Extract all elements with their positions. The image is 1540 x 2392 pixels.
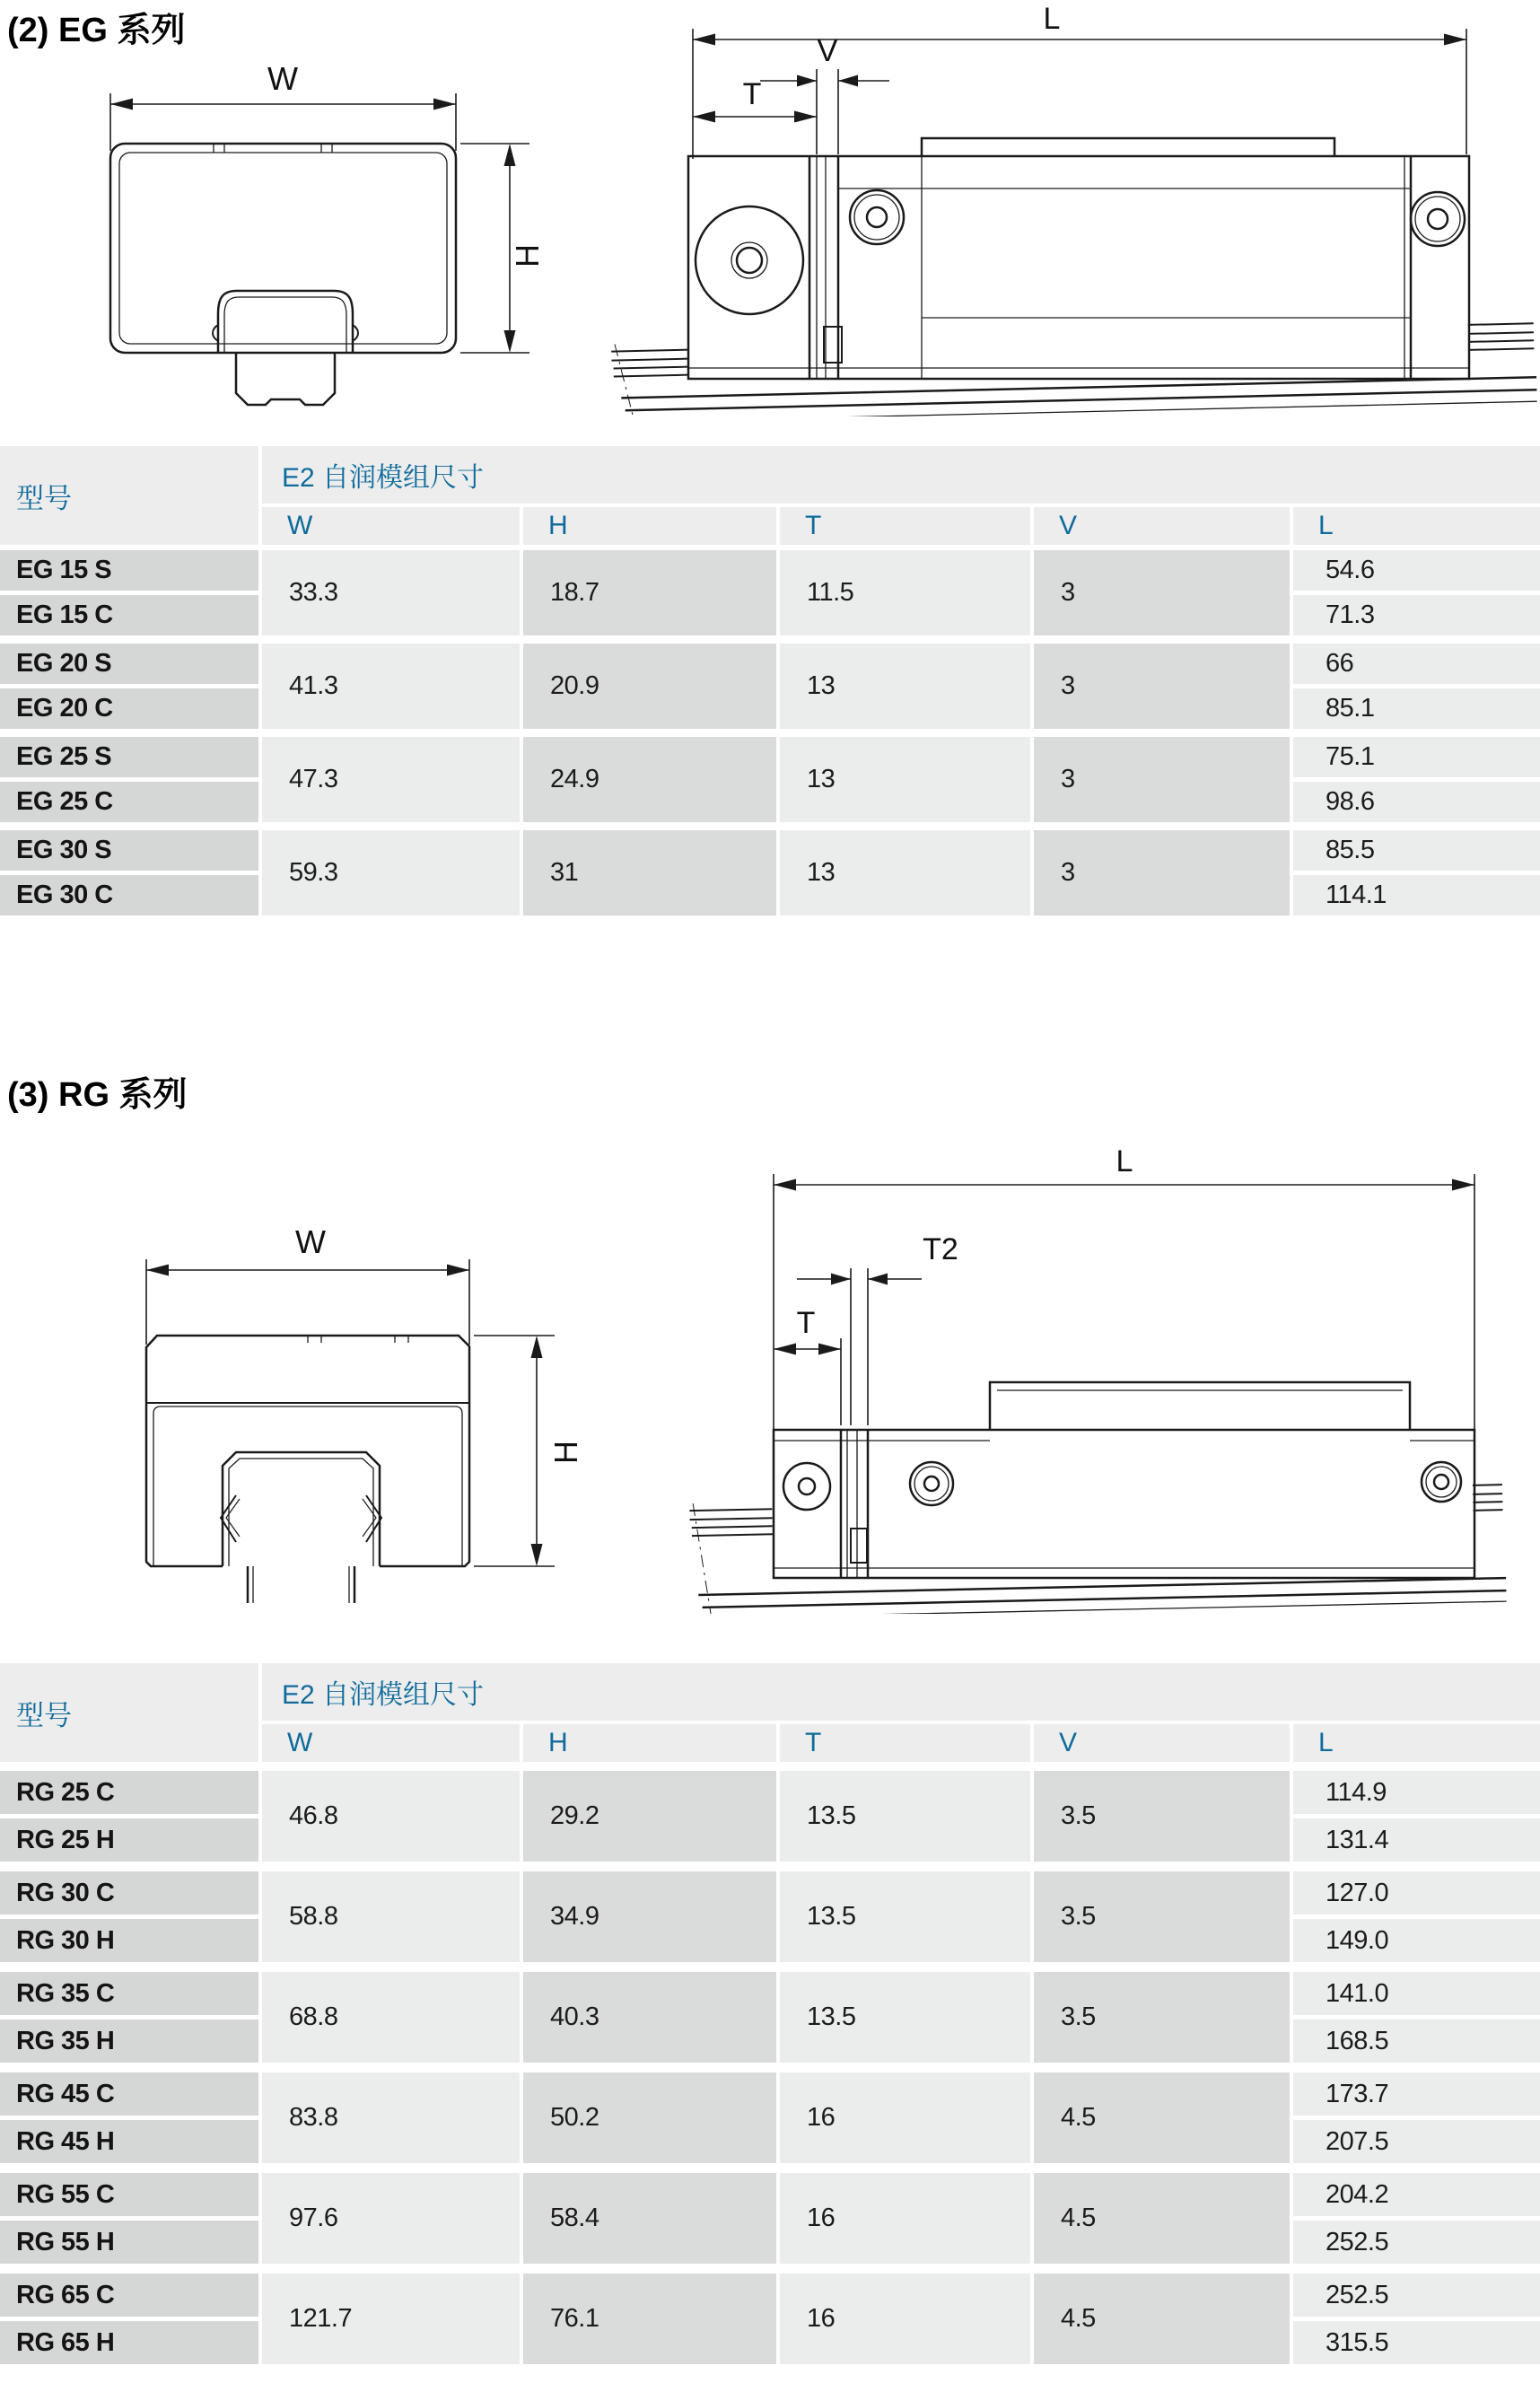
section-title-eg: (2) EG 系列	[7, 12, 186, 49]
col-header-l: L	[1293, 507, 1540, 545]
model-cell: EG 20 S	[0, 644, 258, 684]
section-title-rg: (3) RG 系列	[7, 1076, 188, 1114]
model-cell: RG 35 H	[0, 2020, 258, 2063]
col-header-v: V	[1034, 1724, 1290, 1762]
dim-cell-l: 252.5	[1293, 2274, 1540, 2317]
dim-cell-v: 4.5	[1034, 2274, 1290, 2364]
col-header-h: H	[523, 507, 776, 545]
dim-cell-h: 20.9	[523, 644, 776, 729]
dim-cell-v: 3	[1034, 830, 1290, 916]
col-header-v: V	[1034, 507, 1290, 545]
dim-cell-h: 50.2	[523, 2072, 776, 2163]
model-cell: RG 25 H	[0, 1818, 258, 1862]
dim-cell-t: 13	[780, 737, 1030, 822]
rg-side-view-drawing	[429, 1125, 1509, 1614]
dim-cell-h: 18.7	[523, 550, 776, 635]
dim-cell-w: 68.8	[262, 1972, 520, 2063]
rg-front-w-label: W	[295, 1223, 326, 1260]
model-cell: RG 25 C	[0, 1771, 258, 1814]
dim-cell-l: 173.7	[1293, 2072, 1540, 2116]
col-header-w: W	[262, 1724, 520, 1762]
dim-cell-w: 83.8	[262, 2072, 520, 2163]
dim-cell-l: 98.6	[1293, 782, 1540, 822]
model-cell: RG 65 H	[0, 2321, 258, 2364]
e2-span-header: E2 自润模组尺寸	[262, 1663, 1540, 1721]
dim-cell-l: 131.4	[1293, 1818, 1540, 1862]
eg-front-w-label: W	[267, 60, 298, 97]
rg-dimension-table	[0, 1663, 1540, 2374]
dim-cell-h: 31	[523, 830, 776, 916]
model-header-cell: 型号	[0, 1663, 258, 1762]
dim-cell-l: 85.1	[1293, 688, 1540, 729]
dim-cell-t: 16	[780, 2274, 1030, 2364]
dim-cell-l: 149.0	[1293, 1919, 1540, 1962]
dim-cell-w: 59.3	[262, 830, 520, 916]
dim-cell-l: 207.5	[1293, 2120, 1540, 2163]
dim-cell-w: 58.8	[262, 1871, 520, 1962]
model-cell: EG 30 C	[0, 875, 258, 916]
dim-cell-t: 11.5	[780, 550, 1030, 635]
model-cell: RG 45 C	[0, 2072, 258, 2116]
col-header-t: T	[780, 1724, 1030, 1762]
rg-row-group	[0, 2274, 1540, 2364]
dim-cell-l: 71.3	[1293, 595, 1540, 635]
eg-row-group	[0, 830, 1540, 916]
eg-side-v-label: V	[817, 34, 838, 68]
dim-cell-h: 76.1	[523, 2274, 776, 2364]
dim-cell-w: 41.3	[262, 644, 520, 729]
dim-cell-l: 127.0	[1293, 1871, 1540, 1914]
eg-front-h-label: H	[509, 244, 546, 267]
dim-cell-v: 3.5	[1034, 1871, 1290, 1962]
dim-cell-v: 4.5	[1034, 2072, 1290, 2163]
col-header-h: H	[523, 1724, 776, 1762]
rg-side-t-label: T	[796, 1306, 816, 1340]
model-cell: RG 35 C	[0, 1972, 258, 2015]
dim-cell-t: 16	[780, 2173, 1030, 2264]
eg-front-view-drawing	[34, 43, 564, 418]
dim-cell-l: 66	[1293, 644, 1540, 684]
model-cell: RG 65 C	[0, 2274, 258, 2317]
rg-row-group	[0, 1871, 1540, 1962]
col-header-l: L	[1293, 1724, 1540, 1762]
dim-cell-l: 168.5	[1293, 2020, 1540, 2063]
dim-cell-v: 3.5	[1034, 1771, 1290, 1862]
model-cell: RG 30 C	[0, 1871, 258, 1914]
dim-cell-t: 13.5	[780, 1771, 1030, 1862]
col-header-w: W	[262, 507, 520, 545]
model-cell: EG 15 S	[0, 550, 258, 591]
model-header-cell: 型号	[0, 446, 258, 545]
e2-span-header: E2 自润模组尺寸	[262, 446, 1540, 504]
dim-cell-h: 40.3	[523, 1972, 776, 2063]
rg-table-header	[0, 1663, 1540, 1762]
eg-row-group	[0, 550, 1540, 635]
rg-row-group	[0, 2173, 1540, 2264]
rg-front-h-label: H	[547, 1441, 584, 1464]
dim-cell-w: 33.3	[262, 550, 520, 635]
rg-side-t2-label: T2	[923, 1232, 958, 1266]
dim-cell-t: 13.5	[780, 1972, 1030, 2063]
dim-cell-l: 54.6	[1293, 550, 1540, 591]
dim-cell-v: 3	[1034, 737, 1290, 822]
rg-row-group	[0, 1771, 1540, 1862]
model-cell: RG 30 H	[0, 1919, 258, 1962]
dim-cell-t: 13	[780, 830, 1030, 916]
dim-cell-l: 114.9	[1293, 1771, 1540, 1814]
eg-side-t-label: T	[742, 77, 762, 111]
model-cell: EG 25 C	[0, 782, 258, 822]
rg-row-group	[0, 1972, 1540, 2063]
model-cell: EG 25 S	[0, 737, 258, 777]
model-cell: EG 30 S	[0, 830, 258, 871]
dim-cell-l: 141.0	[1293, 1972, 1540, 2015]
dim-cell-l: 75.1	[1293, 737, 1540, 777]
eg-dimension-table	[0, 446, 1540, 924]
dim-cell-l: 114.1	[1293, 875, 1540, 916]
dim-cell-w: 121.7	[262, 2274, 520, 2364]
dim-cell-v: 3	[1034, 644, 1290, 729]
dim-cell-t: 13.5	[780, 1871, 1030, 1962]
dim-cell-w: 47.3	[262, 737, 520, 822]
rg-row-group	[0, 2072, 1540, 2163]
model-cell: EG 15 C	[0, 595, 258, 635]
dim-cell-l: 85.5	[1293, 830, 1540, 871]
model-cell: RG 55 C	[0, 2173, 258, 2216]
rg-side-l-label: L	[1116, 1144, 1133, 1178]
dim-cell-l: 252.5	[1293, 2221, 1540, 2264]
dim-cell-v: 3	[1034, 550, 1290, 635]
model-cell: RG 55 H	[0, 2221, 258, 2264]
eg-row-group	[0, 644, 1540, 729]
eg-side-view-drawing	[603, 2, 1540, 416]
dim-cell-w: 97.6	[262, 2173, 520, 2264]
dim-cell-l: 315.5	[1293, 2321, 1540, 2364]
eg-table-header	[0, 446, 1540, 545]
dim-cell-h: 58.4	[523, 2173, 776, 2264]
dim-cell-h: 34.9	[523, 1871, 776, 1962]
dim-cell-t: 16	[780, 2072, 1030, 2163]
dim-cell-t: 13	[780, 644, 1030, 729]
dim-cell-w: 46.8	[262, 1771, 520, 1862]
model-cell: RG 45 H	[0, 2120, 258, 2163]
model-cell: EG 20 C	[0, 688, 258, 729]
dim-cell-v: 3.5	[1034, 1972, 1290, 2063]
eg-row-group	[0, 737, 1540, 822]
dim-cell-v: 4.5	[1034, 2173, 1290, 2264]
dim-cell-h: 29.2	[523, 1771, 776, 1862]
dim-cell-l: 204.2	[1293, 2173, 1540, 2216]
dim-cell-h: 24.9	[523, 737, 776, 822]
col-header-t: T	[780, 507, 1030, 545]
eg-side-l-label: L	[1043, 2, 1061, 36]
